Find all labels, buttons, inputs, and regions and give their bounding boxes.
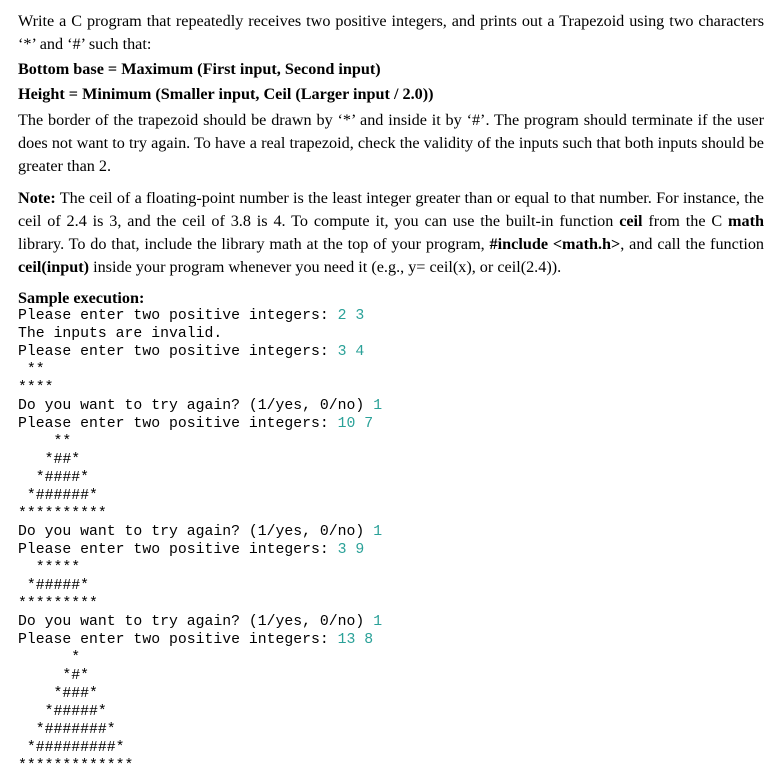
prompt-text: Please enter two positive integers: xyxy=(18,542,338,558)
note-ceil-input: ceil(input) xyxy=(18,258,90,276)
invalid-message: The inputs are invalid. xyxy=(18,326,223,342)
trapezoid-row: ** xyxy=(18,434,72,450)
user-answer: 1 xyxy=(373,524,383,540)
user-input: 3 4 xyxy=(337,344,365,360)
sample-execution-title: Sample execution: xyxy=(18,289,145,307)
prompt-text: Please enter two positive integers: xyxy=(18,632,338,648)
trapezoid-row: *####* xyxy=(18,470,90,486)
note-text-2: from the C xyxy=(642,212,729,230)
prompt-text: Please enter two positive integers: xyxy=(18,416,338,432)
user-input: 3 9 xyxy=(337,542,365,558)
intro-paragraph: Write a C program that repeatedly receives two positive integers, and prints out a Trapezoid using two characters ‘*’ and ‘#’ such that: xyxy=(18,12,764,53)
user-input: 13 8 xyxy=(337,632,374,648)
trapezoid-row: ********** xyxy=(18,506,107,522)
trapezoid-row: **** xyxy=(18,380,54,396)
note-ceil: ceil xyxy=(619,212,643,230)
try-again-prompt: Do you want to try again? (1/yes, 0/no) xyxy=(18,398,374,414)
user-input: 10 7 xyxy=(337,416,374,432)
trapezoid-row: *#######* xyxy=(18,722,116,738)
console-line xyxy=(18,307,382,325)
border-paragraph: The border of the trapezoid should be drawn by ‘*’ and inside it by ‘#’. The program should terminate if the user does not want to try again. To have a real trapezoid, check the validity of the inputs such that both inputs should be greater than 2. xyxy=(18,111,764,175)
try-again-prompt: Do you want to try again? (1/yes, 0/no) xyxy=(18,614,374,630)
user-answer: 1 xyxy=(373,398,383,414)
try-again-prompt: Do you want to try again? (1/yes, 0/no) xyxy=(18,524,374,540)
note-text-1: The ceil of a floating-point number is the least integer greater than or equal to that number. For instance, the ceil of 2.4 is 3, and the ceil of 3.8 is 4. To compute it, you can use the built-in function xyxy=(18,189,764,230)
trapezoid-row: ***** xyxy=(18,560,81,576)
note-text-5: inside your program whenever you need it (e.g., y= ceil(x), or ceil(2.4)). xyxy=(89,258,562,276)
console-line xyxy=(18,541,382,559)
trapezoid-row: *#####* xyxy=(18,578,90,594)
trapezoid-row: ** xyxy=(18,362,45,378)
note-include: #include <math.h> xyxy=(489,235,621,253)
height-formula: Height = Minimum (Smaller input, Ceil (Larger input / 2.0)) xyxy=(18,85,434,103)
console-line xyxy=(18,343,382,361)
trapezoid-row: *#* xyxy=(18,668,90,684)
console-line xyxy=(18,613,382,631)
console-line xyxy=(18,523,382,541)
trapezoid-row: ********* xyxy=(18,596,98,612)
trapezoid-row: *#####* xyxy=(18,704,107,720)
trapezoid-row: *######* xyxy=(18,488,98,504)
prompt-text: Please enter two positive integers: xyxy=(18,344,338,360)
user-answer: 1 xyxy=(373,614,383,630)
sample-console xyxy=(18,307,382,775)
trapezoid-row: *#########* xyxy=(18,740,125,756)
trapezoid-row: * xyxy=(18,650,81,666)
bottom-base-formula: Bottom base = Maximum (First input, Second input) xyxy=(18,60,381,78)
console-line xyxy=(18,631,382,649)
note-math: math xyxy=(728,212,765,230)
note-paragraph xyxy=(18,187,764,279)
note-text-3: library. To do that, include the library math at the top of your program, xyxy=(18,235,490,253)
console-line xyxy=(18,325,382,343)
note-label: Note: xyxy=(18,189,56,207)
console-line xyxy=(18,415,382,433)
console-line xyxy=(18,397,382,415)
trapezoid-row: *###* xyxy=(18,686,98,702)
note-text-4: , and call the function xyxy=(620,235,765,253)
trapezoid-row: ************* xyxy=(18,758,134,774)
prompt-text: Please enter two positive integers: xyxy=(18,308,338,324)
user-input: 2 3 xyxy=(337,308,365,324)
trapezoid-row: *##* xyxy=(18,452,81,468)
